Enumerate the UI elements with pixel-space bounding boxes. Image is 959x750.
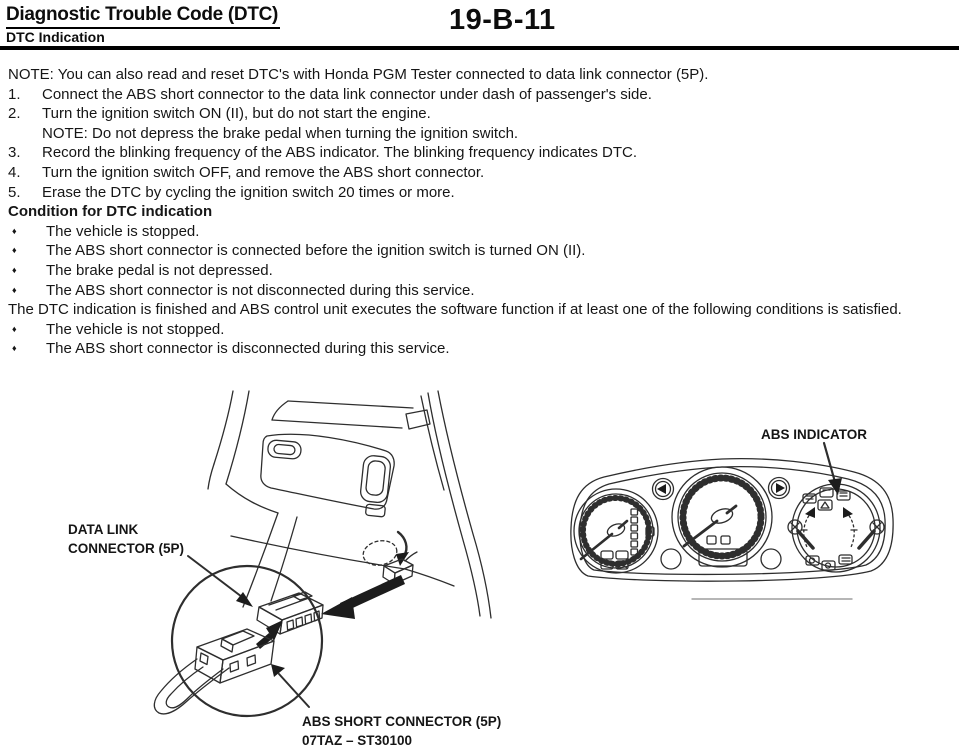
section-title: Diagnostic Trouble Code (DTC) (6, 4, 280, 29)
step-text: Turn the ignition switch OFF, and remove the ABS short connector. (42, 163, 485, 181)
page-header (0, 0, 959, 50)
page-number: 19-B-11 (449, 4, 556, 36)
condition-text: The ABS short connector is connected before the ignition switch is turned ON (II). (46, 242, 586, 260)
step-2 (8, 104, 949, 124)
label-abs-short-connector: ABS SHORT CONNECTOR (5P) (302, 714, 502, 729)
step-text: Erase the DTC by cycling the ignition switch 20 times or more. (42, 183, 455, 201)
bullet-icon: ♦ (12, 225, 17, 236)
condition-text: The ABS short connector is disconnected during this service. (46, 340, 450, 358)
instrument-cluster-drawing (571, 443, 893, 599)
condition-item (8, 222, 949, 242)
dashboard-drawing (208, 391, 491, 619)
label-abs-indicator: ABS INDICATOR (761, 427, 868, 442)
cluster-knob-left (661, 549, 681, 569)
bullet-icon: ♦ (12, 323, 17, 334)
figure-area (0, 385, 959, 750)
finish-condition-item (8, 339, 949, 359)
condition-item (8, 281, 949, 301)
condition-item (8, 241, 949, 261)
step-5 (8, 183, 949, 203)
condition-text: The ABS short connector is not disconnected during this service. (46, 281, 475, 299)
abs-short-leader-arrowhead-icon (271, 664, 285, 677)
bullet-icon: ♦ (12, 264, 17, 275)
speedometer-gauge (672, 467, 772, 567)
tachometer-gauge (574, 489, 658, 573)
bullet-icon: ♦ (12, 284, 17, 295)
step-text: Record the blinking frequency of the ABS indicator. The blinking frequency indicates DTC. (42, 144, 638, 162)
step-number: 5. (8, 183, 21, 201)
condition-text: The vehicle is stopped. (46, 222, 200, 240)
cluster-knob-right (761, 549, 781, 569)
procedure-text (8, 65, 949, 359)
step-number: 1. (8, 85, 21, 103)
condition-item (8, 261, 949, 281)
figure-svg (0, 385, 959, 750)
label-data-link-line1: DATA LINK (68, 522, 139, 537)
bullet-icon: ♦ (12, 343, 17, 354)
glove-box (261, 434, 394, 517)
step-2-note: NOTE: Do not depress the brake pedal when turning the ignition switch. (42, 124, 519, 142)
label-data-link-line2: CONNECTOR (5P) (68, 541, 185, 556)
turn-signal-right-icon (769, 478, 790, 499)
connector-location-ellipse (361, 538, 399, 569)
condition-text: The vehicle is not stopped. (46, 320, 225, 338)
section-subtitle: DTC Indication (6, 29, 105, 45)
step-4 (8, 163, 949, 183)
connector-inset (154, 556, 323, 716)
step-text: Connect the ABS short connector to the data link connector under dash of passenger's side. (42, 85, 652, 103)
bullet-icon: ♦ (12, 245, 17, 256)
condition-text: The brake pedal is not depressed. (46, 261, 273, 279)
fuel-temp-gauge (788, 484, 884, 572)
label-part-number: 07TAZ – ST30100 (302, 733, 413, 748)
intro-note: NOTE: You can also read and reset DTC's with Honda PGM Tester connected to data link connector (5P). (8, 66, 709, 83)
step-number: 3. (8, 144, 21, 162)
step-number: 2. (8, 105, 21, 123)
finish-paragraph: The DTC indication is finished and ABS control unit executes the software function if at least one of the following conditions is satisfied. (8, 301, 902, 319)
step-number: 4. (8, 163, 21, 181)
condition-heading: Condition for DTC indication (8, 203, 213, 221)
step-3 (8, 143, 949, 163)
turn-signal-left-icon (653, 479, 674, 500)
finish-condition-item (8, 320, 949, 340)
step-text: Turn the ignition switch ON (II), but do not start the engine. (42, 105, 431, 123)
step-1 (8, 85, 949, 105)
